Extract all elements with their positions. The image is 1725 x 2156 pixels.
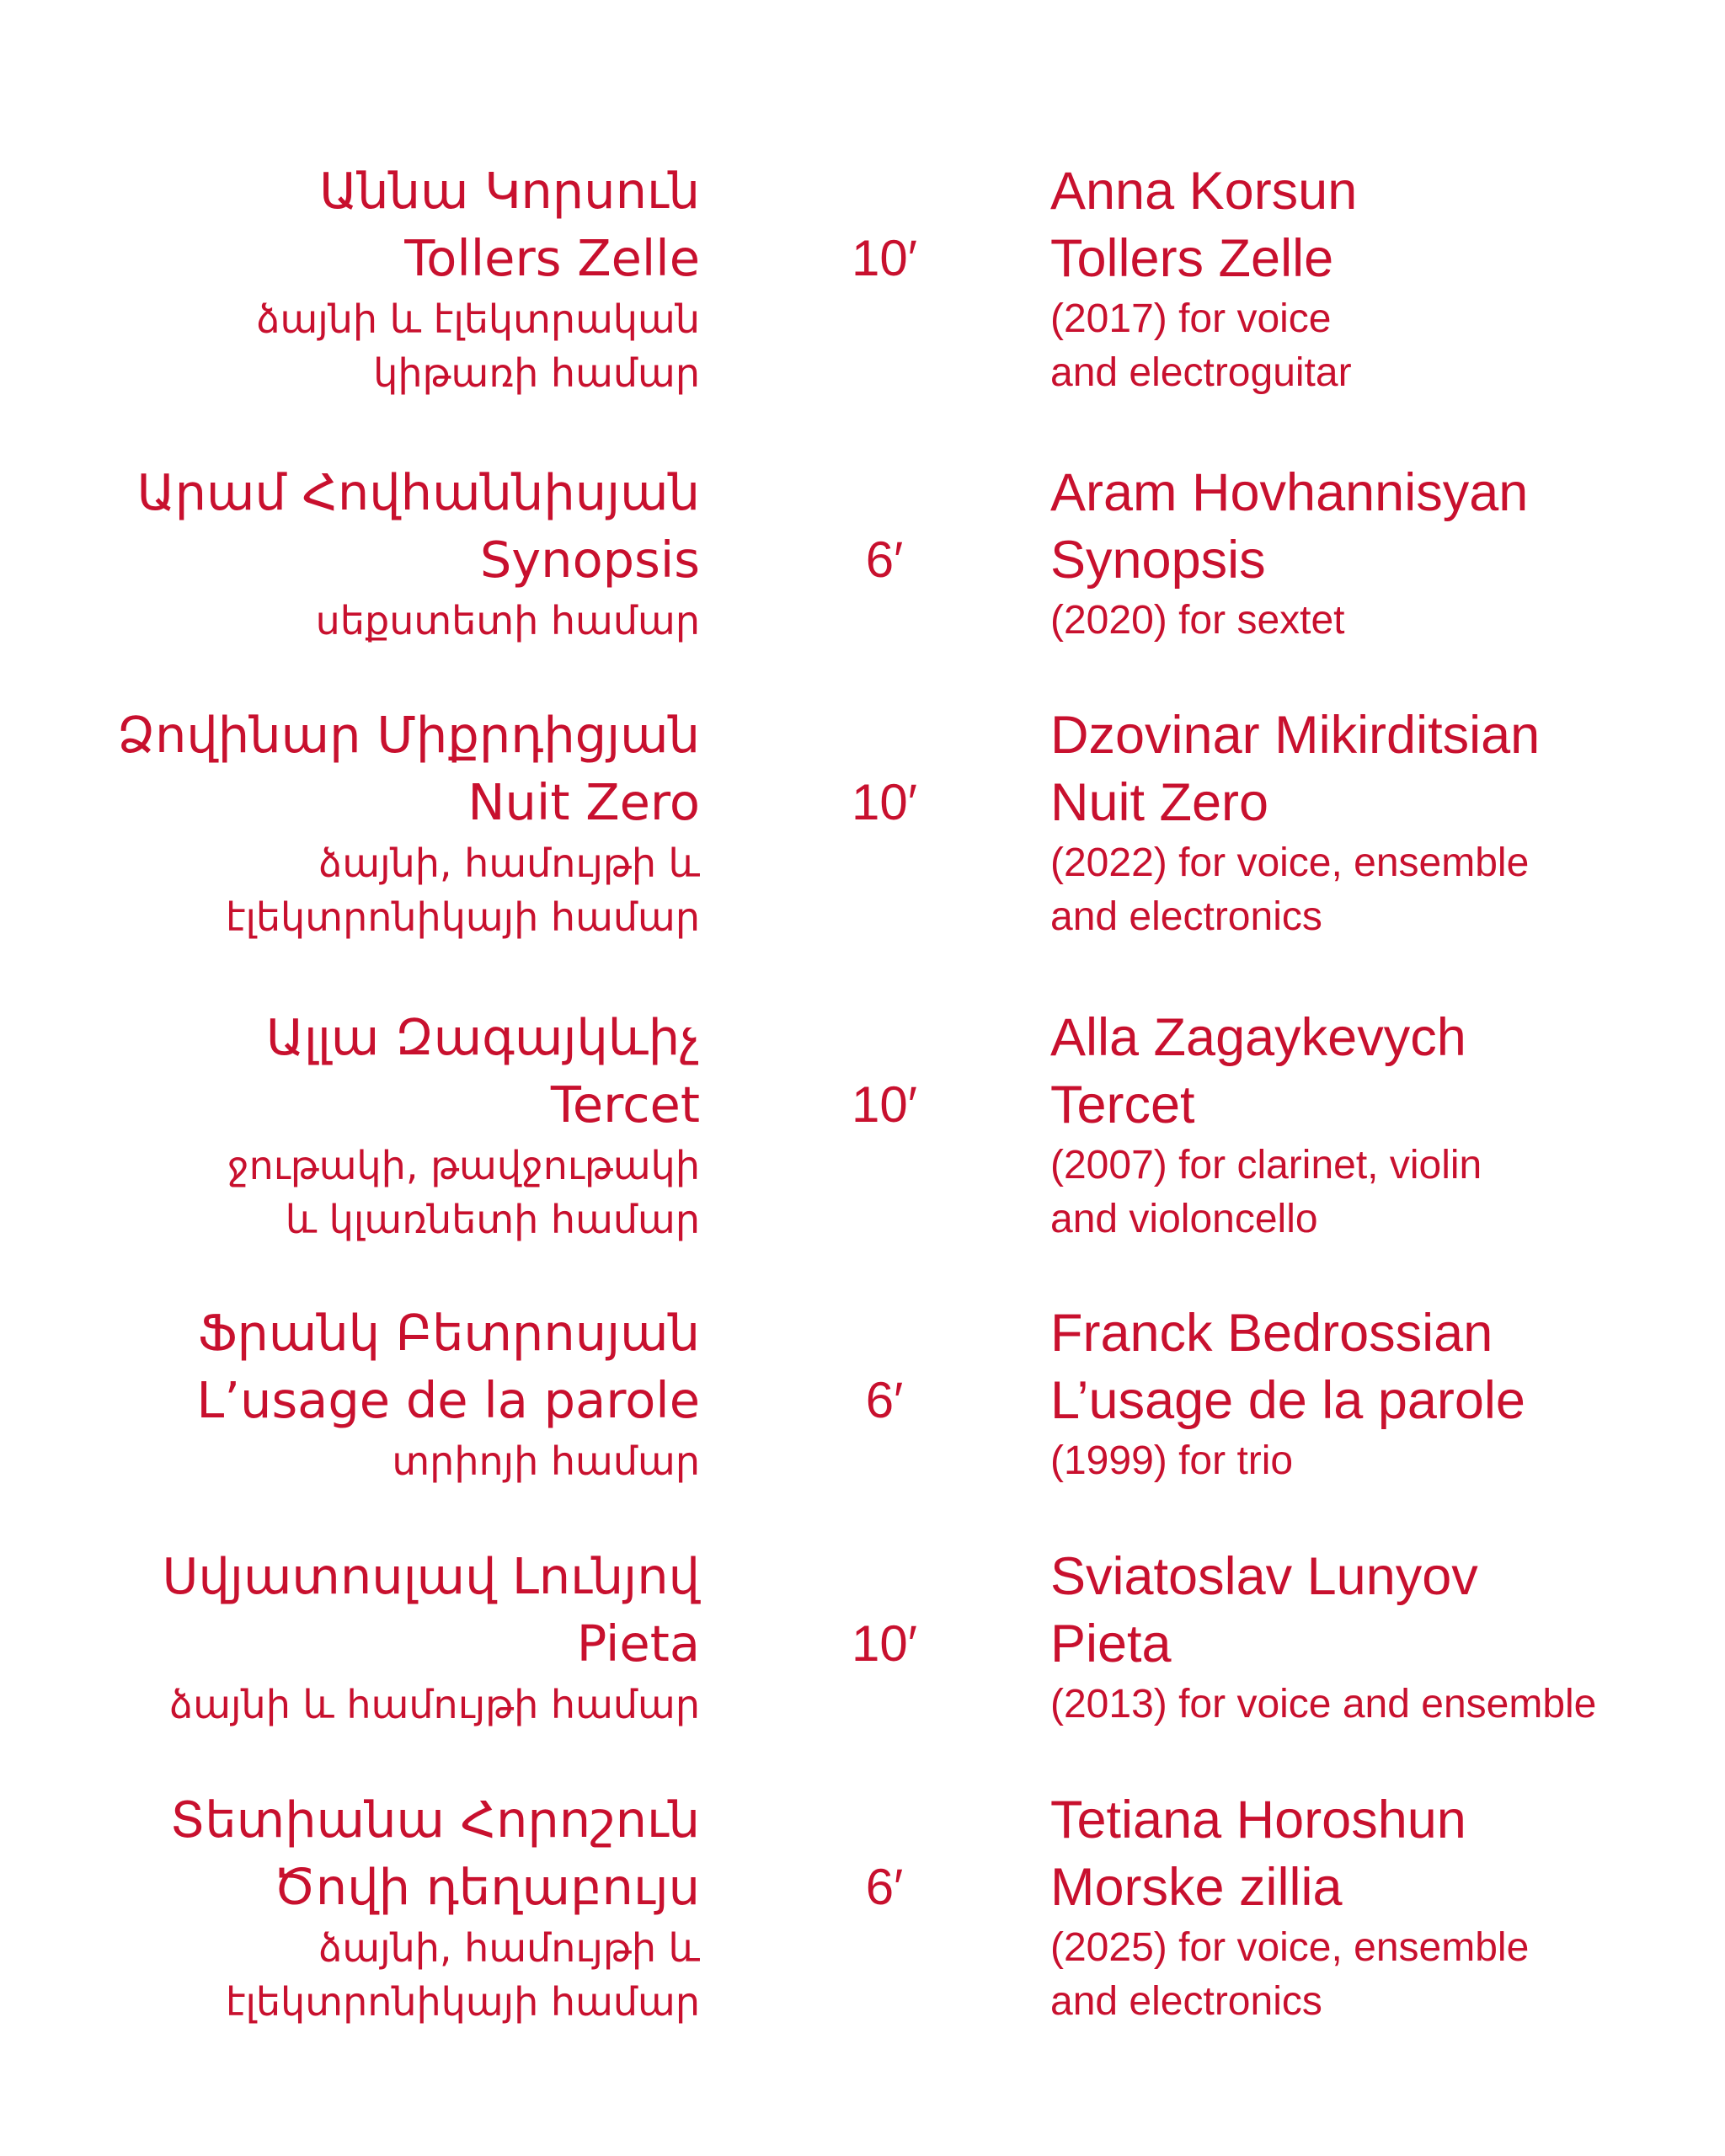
work-title-hy: L’usage de la parole xyxy=(196,1371,700,1429)
duration: 10′ xyxy=(852,230,917,286)
composer-name-en: Aram Hovhannisyan xyxy=(1050,463,1529,522)
armenian-column xyxy=(162,1543,700,1732)
work-description-hy: և կլառնետի համար xyxy=(285,1197,700,1242)
english-column xyxy=(1050,157,1357,400)
work-description-hy: ձայնի և համույթի համար xyxy=(169,1682,700,1727)
composer-name-en: Anna Korsun xyxy=(1050,162,1358,221)
work-description-hy: տրիոյի համար xyxy=(392,1438,700,1484)
work-title-hy: Pieta xyxy=(576,1614,700,1673)
work-description-en: and violoncello xyxy=(1050,1197,1318,1241)
work-description-hy: էլեկտրոնիկայի համար xyxy=(225,894,700,940)
composer-name-hy: Արամ Հովհաննիսյան xyxy=(136,463,700,521)
composer-name-en: Dzovinar Mikirditsian xyxy=(1050,706,1541,765)
work-description-hy: էլեկտրոնիկայի համար xyxy=(225,1979,700,2025)
work-title-hy: Nuit Zero xyxy=(467,773,700,831)
duration: 10′ xyxy=(852,774,917,830)
composer-name-hy: Ձովինար Միքրդիցյան xyxy=(116,706,700,764)
work-title-en: Synopsis xyxy=(1050,531,1266,590)
armenian-column xyxy=(257,157,700,400)
english-column xyxy=(1050,1786,1529,2029)
work-description-hy: կիթառի համար xyxy=(373,350,700,396)
duration: 6′ xyxy=(865,1859,904,1915)
armenian-column xyxy=(196,1299,700,1488)
composer-name-hy: Սվյատոսլավ Լունյով xyxy=(162,1547,700,1605)
work-title-en: Nuit Zero xyxy=(1050,773,1269,832)
english-column xyxy=(1050,459,1528,648)
work-description-en: (2013) for voice and ensemble xyxy=(1050,1682,1597,1726)
work-description-en: (2022) for voice, ensemble xyxy=(1050,841,1530,885)
work-description-en: and electronics xyxy=(1050,1979,1322,2024)
work-description-en: (2007) for clarinet, violin xyxy=(1050,1143,1482,1187)
duration: 10′ xyxy=(852,1076,917,1133)
english-column xyxy=(1050,1299,1525,1488)
armenian-column xyxy=(136,459,700,648)
work-description-hy: ձայնի և էլեկտրական xyxy=(256,296,700,342)
composer-name-en: Franck Bedrossian xyxy=(1050,1304,1493,1363)
english-column xyxy=(1050,1543,1596,1732)
composer-name-en: Alla Zagaykevych xyxy=(1050,1008,1466,1067)
composer-name-hy: Աննա Կորսուն xyxy=(318,162,700,220)
composer-name-en: Tetiana Horoshun xyxy=(1050,1790,1466,1849)
composer-name-en: Sviatoslav Lunyov xyxy=(1050,1547,1478,1606)
armenian-column xyxy=(227,1004,700,1246)
composer-name-hy: Ֆրանկ Բետրոսյան xyxy=(197,1304,700,1362)
work-description-hy: ձայնի, համույթի և xyxy=(318,841,700,886)
work-title-hy: Ծովի դեղաբույս xyxy=(272,1858,700,1916)
work-title-en: Morske zillia xyxy=(1050,1858,1343,1917)
duration: 6′ xyxy=(865,1372,904,1428)
armenian-column xyxy=(170,1786,700,2029)
work-title-en: Tercet xyxy=(1050,1075,1195,1134)
work-title-hy: Tercet xyxy=(550,1075,700,1134)
work-title-en: L’usage de la parole xyxy=(1050,1371,1525,1430)
english-column xyxy=(1050,702,1540,944)
work-title-hy: Synopsis xyxy=(479,531,700,589)
composer-name-hy: Տետիանա Հորոշուն xyxy=(169,1790,700,1849)
work-description-en: and electronics xyxy=(1050,894,1322,939)
work-title-en: Pieta xyxy=(1050,1614,1172,1673)
work-description-en: and electroguitar xyxy=(1050,350,1352,395)
duration: 6′ xyxy=(865,531,904,588)
work-description-hy: սեքստետի համար xyxy=(315,598,700,643)
work-description-en: (2020) for sextet xyxy=(1050,598,1345,643)
composer-name-hy: Ալլա Զագայկևիչ xyxy=(265,1008,700,1066)
work-description-en: (2025) for voice, ensemble xyxy=(1050,1925,1530,1970)
work-title-hy: Tollers Zelle xyxy=(404,229,700,287)
work-description-en: (1999) for trio xyxy=(1050,1438,1294,1483)
work-title-en: Tollers Zelle xyxy=(1050,229,1334,288)
work-description-hy: ձայնի, համույթի և xyxy=(318,1925,700,1971)
english-column xyxy=(1050,1004,1482,1246)
duration: 10′ xyxy=(852,1615,917,1672)
armenian-column xyxy=(117,702,700,944)
work-description-hy: ջութակի, թավջութակի xyxy=(227,1143,700,1188)
work-description-en: (2017) for voice xyxy=(1050,296,1332,341)
